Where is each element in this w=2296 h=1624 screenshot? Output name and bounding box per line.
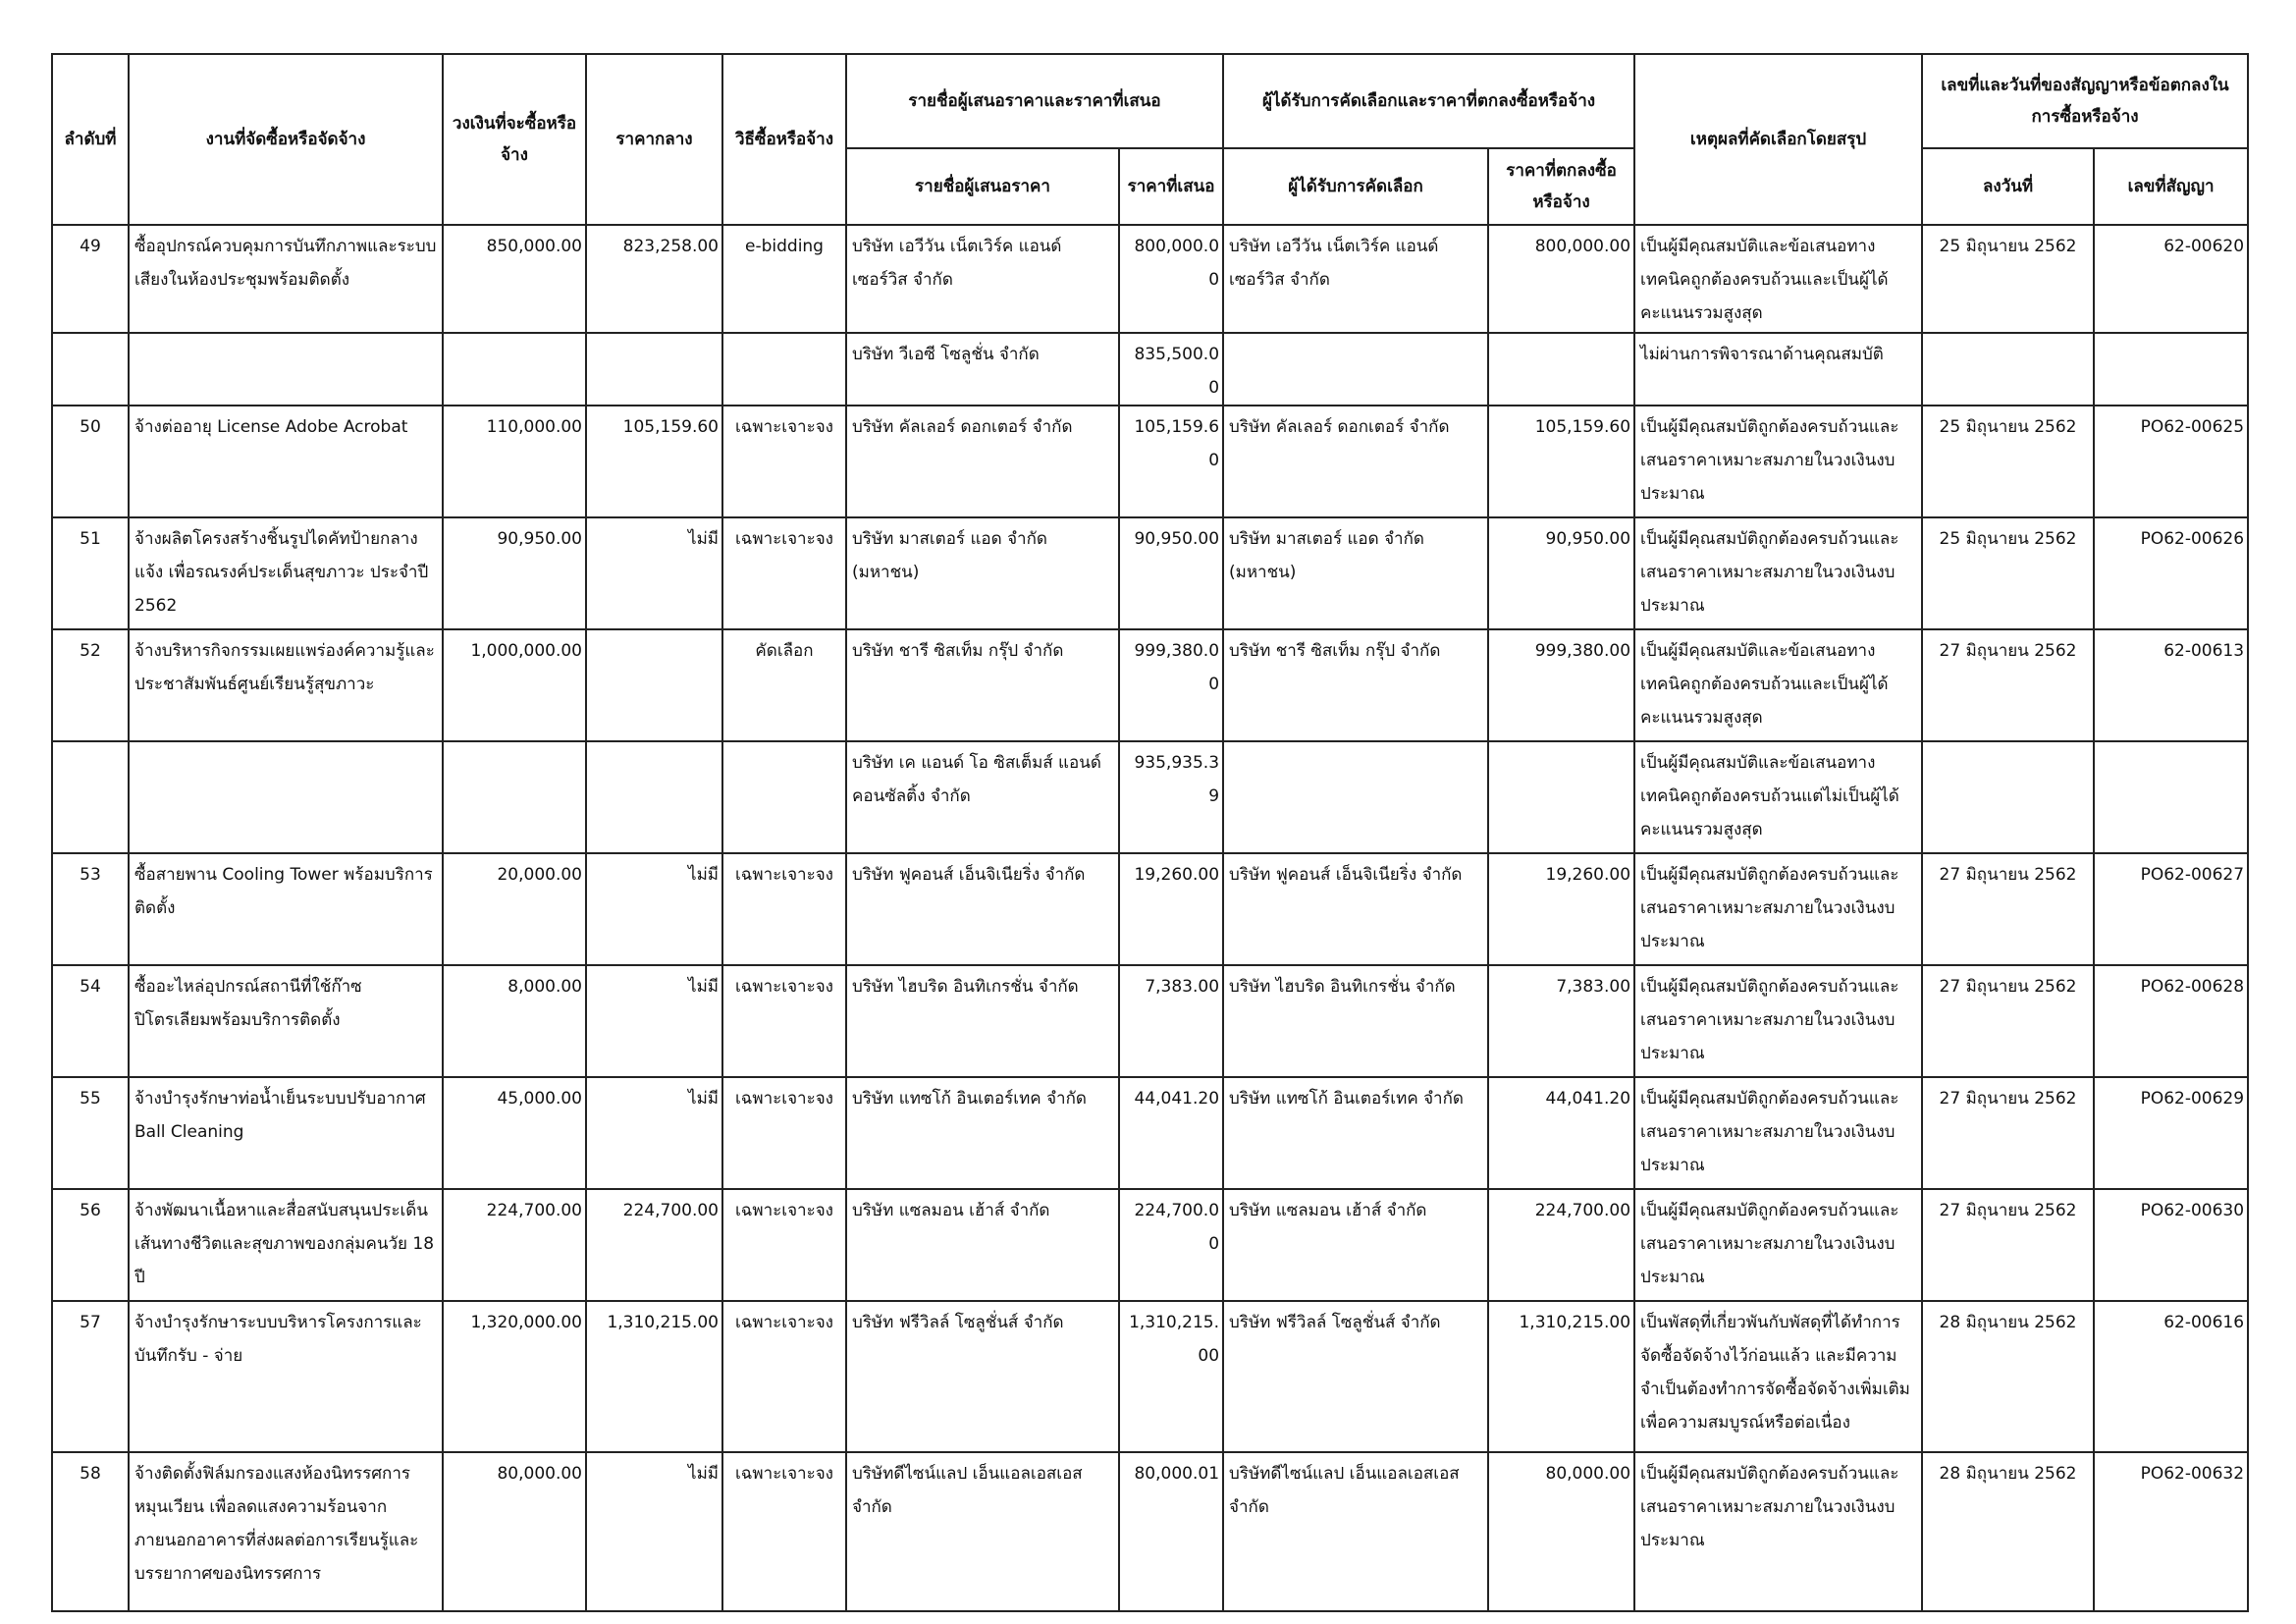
table-row <box>52 333 2248 406</box>
cell-selected-name: บริษัท ฟรีวิลล์ โซลูชั่นส์ จำกัด <box>1223 1301 1488 1452</box>
cell-no <box>52 741 129 853</box>
cell-median-price <box>586 333 722 406</box>
cell-agreed-price: 999,380.00 <box>1488 629 1634 741</box>
cell-work: จ้างติดตั้งฟิล์มกรองแสงห้องนิทรรศการหมุนเวียน เพื่อลดแสงความร้อนจากภายนอกอาคารที่ส่งผลต่อการเรียนรู้และบรรยากาศของนิทรรศการ <box>129 1452 443 1611</box>
header-reason: เหตุผลที่คัดเลือกโดยสรุป <box>1634 54 1922 225</box>
cell-bid-price: 800,000.00 <box>1119 225 1223 333</box>
cell-method: e-bidding <box>722 225 846 333</box>
cell-contract-no: 62-00616 <box>2094 1301 2248 1452</box>
cell-contract-no: PO62-00627 <box>2094 853 2248 965</box>
cell-median-price: 105,159.60 <box>586 406 722 517</box>
cell-method: เฉพาะเจาะจง <box>722 1452 846 1611</box>
cell-contract-no: PO62-00628 <box>2094 965 2248 1077</box>
cell-selected-name: บริษัท เอวีวัน เน็ตเวิร์ค แอนด์ เซอร์วิส จำกัด <box>1223 225 1488 333</box>
cell-reason: เป็นผู้มีคุณสมบัติถูกต้องครบถ้วนและเสนอราคาเหมาะสมภายในวงเงินงบประมาณ <box>1634 965 1922 1077</box>
cell-no <box>52 333 129 406</box>
cell-bidder-name: บริษัทดีไซน์แลป เอ็นแอลเอสเอส จำกัด <box>846 1452 1119 1611</box>
table-row <box>52 853 2248 965</box>
cell-no: 50 <box>52 406 129 517</box>
cell-agreed-price: 90,950.00 <box>1488 517 1634 629</box>
cell-agreed-price: 800,000.00 <box>1488 225 1634 333</box>
cell-contract-no: PO62-00625 <box>2094 406 2248 517</box>
cell-work: จ้างบำรุงรักษาระบบบริหารโครงการและบันทึกรับ - จ่าย <box>129 1301 443 1452</box>
cell-median-price: ไม่มี <box>586 517 722 629</box>
cell-contract-date <box>1922 741 2094 853</box>
cell-reason: เป็นผู้มีคุณสมบัติและข้อเสนอทางเทคนิคถูกต้องครบถ้วนและเป็นผู้ได้คะแนนรวมสูงสุด <box>1634 225 1922 333</box>
cell-bidder-name: บริษัท มาสเตอร์ แอด จำกัด (มหาชน) <box>846 517 1119 629</box>
cell-method <box>722 741 846 853</box>
cell-work: ซื้อสายพาน Cooling Tower พร้อมบริการติดตั้ง <box>129 853 443 965</box>
cell-budget: 1,320,000.00 <box>443 1301 586 1452</box>
header-budget: วงเงินที่จะซื้อหรือจ้าง <box>443 54 586 225</box>
cell-method: เฉพาะเจาะจง <box>722 1301 846 1452</box>
cell-work: จ้างต่ออายุ License Adobe Acrobat <box>129 406 443 517</box>
cell-bid-price: 935,935.39 <box>1119 741 1223 853</box>
header-contract-date: ลงวันที่ <box>1922 148 2094 225</box>
cell-work: ซื้ออุปกรณ์ควบคุมการบันทึกภาพและระบบเสียงในห้องประชุมพร้อมติดตั้ง <box>129 225 443 333</box>
cell-median-price <box>586 741 722 853</box>
cell-method: คัดเลือก <box>722 629 846 741</box>
header-contract-group: เลขที่และวันที่ของสัญญาหรือข้อตกลงในการซื้อหรือจ้าง <box>1922 54 2248 148</box>
cell-reason: เป็นผู้มีคุณสมบัติถูกต้องครบถ้วนและเสนอราคาเหมาะสมภายในวงเงินงบประมาณ <box>1634 1189 1922 1301</box>
header-bidder-name: รายชื่อผู้เสนอราคา <box>846 148 1119 225</box>
cell-work: จ้างผลิตโครงสร้างชิ้นรูปไดคัทป้ายกลางแจ้ง เพื่อรณรงค์ประเด็นสุขภาวะ ประจำปี 2562 <box>129 517 443 629</box>
header-no: ลำดับที่ <box>52 54 129 225</box>
cell-contract-date: 28 มิถุนายน 2562 <box>1922 1452 2094 1611</box>
cell-contract-date: 28 มิถุนายน 2562 <box>1922 1301 2094 1452</box>
cell-selected-name: บริษัท ไฮบริด อินทิเกรชั่น จำกัด <box>1223 965 1488 1077</box>
cell-bid-price: 7,383.00 <box>1119 965 1223 1077</box>
table-row <box>52 741 2248 853</box>
header-contract-no: เลขที่สัญญา <box>2094 148 2248 225</box>
cell-bid-price: 44,041.20 <box>1119 1077 1223 1189</box>
cell-selected-name: บริษัท แทซโก้ อินเตอร์เทค จำกัด <box>1223 1077 1488 1189</box>
cell-median-price: ไม่มี <box>586 853 722 965</box>
cell-reason: เป็นผู้มีคุณสมบัติถูกต้องครบถ้วนและเสนอราคาเหมาะสมภายในวงเงินงบประมาณ <box>1634 517 1922 629</box>
header-selected-group: ผู้ได้รับการคัดเลือกและราคาที่ตกลงซื้อหรือจ้าง <box>1223 54 1634 148</box>
cell-contract-no: 62-00613 <box>2094 629 2248 741</box>
header-bidders-group: รายชื่อผู้เสนอราคาและราคาที่เสนอ <box>846 54 1223 148</box>
cell-budget: 110,000.00 <box>443 406 586 517</box>
cell-selected-name: บริษัท ชารี ซิสเท็ม กรุ๊ป จำกัด <box>1223 629 1488 741</box>
cell-contract-no: PO62-00632 <box>2094 1452 2248 1611</box>
cell-median-price: ไม่มี <box>586 965 722 1077</box>
cell-reason: ไม่ผ่านการพิจารณาด้านคุณสมบัติ <box>1634 333 1922 406</box>
cell-reason: เป็นผู้มีคุณสมบัติถูกต้องครบถ้วนและเสนอราคาเหมาะสมภายในวงเงินงบประมาณ <box>1634 853 1922 965</box>
cell-bidder-name: บริษัท ไฮบริด อินทิเกรชั่น จำกัด <box>846 965 1119 1077</box>
cell-reason: เป็นผู้มีคุณสมบัติถูกต้องครบถ้วนและเสนอราคาเหมาะสมภายในวงเงินงบประมาณ <box>1634 1452 1922 1611</box>
cell-bid-price: 1,310,215.00 <box>1119 1301 1223 1452</box>
cell-bidder-name: บริษัท เอวีวัน เน็ตเวิร์ค แอนด์ เซอร์วิส จำกัด <box>846 225 1119 333</box>
procurement-table <box>51 53 2249 1612</box>
cell-method: เฉพาะเจาะจง <box>722 517 846 629</box>
cell-reason: เป็นผู้มีคุณสมบัติถูกต้องครบถ้วนและเสนอราคาเหมาะสมภายในวงเงินงบประมาณ <box>1634 406 1922 517</box>
cell-median-price: 224,700.00 <box>586 1189 722 1301</box>
cell-agreed-price: 105,159.60 <box>1488 406 1634 517</box>
cell-median-price: ไม่มี <box>586 1077 722 1189</box>
cell-work: จ้างบริหารกิจกรรมเผยแพร่องค์ความรู้และประชาสัมพันธ์ศูนย์เรียนรู้สุขภาวะ <box>129 629 443 741</box>
header-agreed-price: ราคาที่ตกลงซื้อหรือจ้าง <box>1488 148 1634 225</box>
table-row <box>52 517 2248 629</box>
cell-contract-date: 27 มิถุนายน 2562 <box>1922 1077 2094 1189</box>
cell-no: 56 <box>52 1189 129 1301</box>
cell-no: 52 <box>52 629 129 741</box>
cell-selected-name: บริษัทดีไซน์แลป เอ็นแอลเอสเอส จำกัด <box>1223 1452 1488 1611</box>
cell-bidder-name: บริษัท ฟูคอนส์ เอ็นจิเนียริ่ง จำกัด <box>846 853 1119 965</box>
cell-method: เฉพาะเจาะจง <box>722 406 846 517</box>
cell-bid-price: 80,000.01 <box>1119 1452 1223 1611</box>
cell-no: 54 <box>52 965 129 1077</box>
table-row <box>52 1452 2248 1611</box>
cell-no: 55 <box>52 1077 129 1189</box>
cell-budget: 224,700.00 <box>443 1189 586 1301</box>
cell-bidder-name: บริษัท แซลมอน เฮ้าส์ จำกัด <box>846 1189 1119 1301</box>
cell-agreed-price: 19,260.00 <box>1488 853 1634 965</box>
cell-work <box>129 333 443 406</box>
cell-contract-date: 25 มิถุนายน 2562 <box>1922 225 2094 333</box>
cell-selected-name: บริษัท แซลมอน เฮ้าส์ จำกัด <box>1223 1189 1488 1301</box>
cell-reason: เป็นพัสดุที่เกี่ยวพันกับพัสดุที่ได้ทำการจัดซื้อจัดจ้างไว้ก่อนแล้ว และมีความจำเป็นต้องทำการจัดซื้อจัดจ้างเพิ่มเติมเพื่อความสมบูรณ์หรือต่อเนื่อง <box>1634 1301 1922 1452</box>
cell-bidder-name: บริษัท ฟรีวิลล์ โซลูชั่นส์ จำกัด <box>846 1301 1119 1452</box>
cell-reason: เป็นผู้มีคุณสมบัติและข้อเสนอทางเทคนิคถูกต้องครบถ้วนแต่ไม่เป็นผู้ได้คะแนนรวมสูงสุด <box>1634 741 1922 853</box>
cell-bidder-name: บริษัท วีเอซี โซลูชั่น จำกัด <box>846 333 1119 406</box>
cell-method: เฉพาะเจาะจง <box>722 853 846 965</box>
cell-median-price: ไม่มี <box>586 1452 722 1611</box>
cell-budget: 90,950.00 <box>443 517 586 629</box>
cell-no: 53 <box>52 853 129 965</box>
cell-work: ซื้ออะไหล่อุปกรณ์สถานีที่ใช้ก๊าซปิโตรเลียมพร้อมบริการติดตั้ง <box>129 965 443 1077</box>
cell-agreed-price: 224,700.00 <box>1488 1189 1634 1301</box>
cell-work: จ้างพัฒนาเนื้อหาและสื่อสนับสนุนประเด็นเส้นทางชีวิตและสุขภาพของกลุ่มคนวัย 18 ปี <box>129 1189 443 1301</box>
cell-selected-name: บริษัท คัลเลอร์ ดอกเตอร์ จำกัด <box>1223 406 1488 517</box>
cell-contract-date: 27 มิถุนายน 2562 <box>1922 1189 2094 1301</box>
cell-selected-name <box>1223 333 1488 406</box>
table-row <box>52 1077 2248 1189</box>
cell-work: จ้างบำรุงรักษาท่อน้ำเย็นระบบปรับอากาศ Ball Cleaning <box>129 1077 443 1189</box>
cell-reason: เป็นผู้มีคุณสมบัติและข้อเสนอทางเทคนิคถูกต้องครบถ้วนและเป็นผู้ได้คะแนนรวมสูงสุด <box>1634 629 1922 741</box>
cell-budget: 45,000.00 <box>443 1077 586 1189</box>
cell-method <box>722 333 846 406</box>
cell-contract-no: PO62-00629 <box>2094 1077 2248 1189</box>
header-method: วิธีซื้อหรือจ้าง <box>722 54 846 225</box>
cell-contract-no: 62-00620 <box>2094 225 2248 333</box>
cell-bid-price: 999,380.00 <box>1119 629 1223 741</box>
cell-contract-date: 25 มิถุนายน 2562 <box>1922 517 2094 629</box>
cell-budget <box>443 333 586 406</box>
cell-budget <box>443 741 586 853</box>
cell-agreed-price: 7,383.00 <box>1488 965 1634 1077</box>
procurement-report <box>51 53 2247 1612</box>
cell-method: เฉพาะเจาะจง <box>722 965 846 1077</box>
header-bid-price: ราคาที่เสนอ <box>1119 148 1223 225</box>
header-selected-name: ผู้ได้รับการคัดเลือก <box>1223 148 1488 225</box>
cell-bidder-name: บริษัท ชารี ซิสเท็ม กรุ๊ป จำกัด <box>846 629 1119 741</box>
cell-median-price <box>586 629 722 741</box>
cell-budget: 80,000.00 <box>443 1452 586 1611</box>
cell-agreed-price: 1,310,215.00 <box>1488 1301 1634 1452</box>
cell-work <box>129 741 443 853</box>
cell-no: 58 <box>52 1452 129 1611</box>
cell-contract-no <box>2094 741 2248 853</box>
cell-selected-name: บริษัท ฟูคอนส์ เอ็นจิเนียริ่ง จำกัด <box>1223 853 1488 965</box>
cell-contract-no <box>2094 333 2248 406</box>
cell-budget: 20,000.00 <box>443 853 586 965</box>
cell-selected-name: บริษัท มาสเตอร์ แอด จำกัด (มหาชน) <box>1223 517 1488 629</box>
cell-agreed-price <box>1488 333 1634 406</box>
cell-contract-date: 27 มิถุนายน 2562 <box>1922 965 2094 1077</box>
cell-method: เฉพาะเจาะจง <box>722 1189 846 1301</box>
cell-contract-date <box>1922 333 2094 406</box>
table-row <box>52 406 2248 517</box>
cell-no: 49 <box>52 225 129 333</box>
cell-agreed-price: 80,000.00 <box>1488 1452 1634 1611</box>
cell-agreed-price: 44,041.20 <box>1488 1077 1634 1189</box>
cell-budget: 1,000,000.00 <box>443 629 586 741</box>
cell-no: 51 <box>52 517 129 629</box>
cell-bid-price: 90,950.00 <box>1119 517 1223 629</box>
cell-bidder-name: บริษัท แทซโก้ อินเตอร์เทค จำกัด <box>846 1077 1119 1189</box>
cell-reason: เป็นผู้มีคุณสมบัติถูกต้องครบถ้วนและเสนอราคาเหมาะสมภายในวงเงินงบประมาณ <box>1634 1077 1922 1189</box>
table-body <box>52 225 2248 1611</box>
table-row <box>52 1189 2248 1301</box>
cell-contract-no: PO62-00630 <box>2094 1189 2248 1301</box>
cell-median-price: 823,258.00 <box>586 225 722 333</box>
table-row <box>52 965 2248 1077</box>
cell-bid-price: 835,500.00 <box>1119 333 1223 406</box>
header-median-price: ราคากลาง <box>586 54 722 225</box>
cell-budget: 8,000.00 <box>443 965 586 1077</box>
cell-contract-no: PO62-00626 <box>2094 517 2248 629</box>
cell-contract-date: 27 มิถุนายน 2562 <box>1922 629 2094 741</box>
cell-bid-price: 105,159.60 <box>1119 406 1223 517</box>
table-row <box>52 629 2248 741</box>
cell-budget: 850,000.00 <box>443 225 586 333</box>
table-row <box>52 225 2248 333</box>
cell-selected-name <box>1223 741 1488 853</box>
table-row <box>52 1301 2248 1452</box>
header-work: งานที่จัดซื้อหรือจัดจ้าง <box>129 54 443 225</box>
cell-method: เฉพาะเจาะจง <box>722 1077 846 1189</box>
cell-bid-price: 224,700.00 <box>1119 1189 1223 1301</box>
cell-bidder-name: บริษัท คัลเลอร์ ดอกเตอร์ จำกัด <box>846 406 1119 517</box>
cell-agreed-price <box>1488 741 1634 853</box>
cell-median-price: 1,310,215.00 <box>586 1301 722 1452</box>
cell-contract-date: 25 มิถุนายน 2562 <box>1922 406 2094 517</box>
cell-bidder-name: บริษัท เค แอนด์ โอ ซิสเต็มส์ แอนด์ คอนซัลติ้ง จำกัด <box>846 741 1119 853</box>
cell-no: 57 <box>52 1301 129 1452</box>
cell-bid-price: 19,260.00 <box>1119 853 1223 965</box>
cell-contract-date: 27 มิถุนายน 2562 <box>1922 853 2094 965</box>
